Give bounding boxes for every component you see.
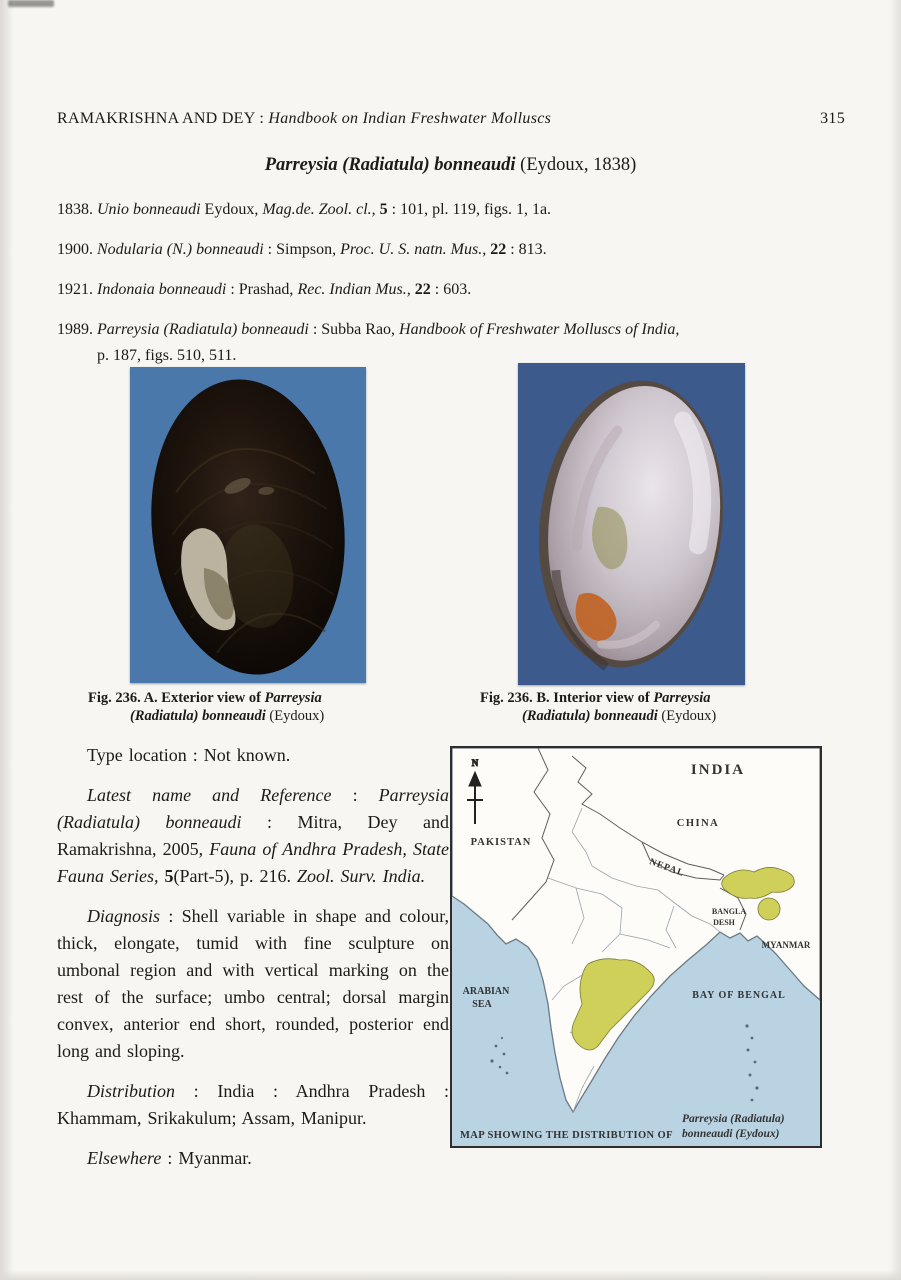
scan-edge-right <box>889 0 901 1280</box>
scan-edge-bottom <box>0 1270 901 1280</box>
map-label-arabian-sea-2: SEA <box>472 999 492 1010</box>
distribution-map <box>450 746 822 1148</box>
paragraph-latest-name: Latest name and Reference : Parreysia (Radiatula) bonneaudi : Mitra, Dey and Ramakrishna, 2005, Fauna of Andhra Pradesh, State Fauna Series, 5(Part-5), p. 216. Zool. Surv. India. <box>57 785 450 886</box>
map-caption: MAP SHOWING THE DISTRIBUTION OF <box>460 1130 673 1141</box>
species-authority: (Eydoux, 1838) <box>515 155 637 175</box>
figure-caption-b: Fig. 236. B. Interior view of Parreysia (Radiatula) bonneaudi (Eydoux) <box>480 690 717 724</box>
paragraph-elsewhere: Elsewhere : Myanmar. <box>87 1148 252 1168</box>
synonymy-entry: 1921. Indonaia bonneaudi : Prashad, Rec. Indian Mus., 22 : 603. <box>57 281 472 298</box>
body-text-column <box>57 742 449 1185</box>
map-label-bangladesh-1: BANGLA <box>711 907 747 916</box>
species-heading <box>0 155 901 176</box>
map-label-bay-of-bengal: BAY OF BENGAL <box>692 990 786 1001</box>
map-label-nepal: NEPAL <box>647 857 686 880</box>
shell-interior-image <box>518 363 745 685</box>
map-label-bangladesh-2: DESH <box>713 918 735 927</box>
scan-artifact <box>8 0 54 7</box>
map-label-pakistan: PAKISTAN <box>470 837 532 848</box>
india-map-image <box>452 748 820 1146</box>
paragraph-diagnosis: Diagnosis : Shell variable in shape and colour, thick, elongate, tumid with fine sculpture on umbonal region and with vertical marking on the rest of the surface; umbo central; dorsal margin convex, anterior end short, rounded, posterior end long and sloping. <box>57 906 449 1061</box>
running-head-authors: RAMAKRISHNA AND DEY <box>57 110 256 127</box>
species-name: Parreysia (Radiatula) bonneaudi <box>264 155 516 175</box>
synonymy-entry: 1838. Unio bonneaudi Eydoux, Mag.de. Zool. cl., 5 : 101, pl. 119, figs. 1, 1a. <box>57 201 552 218</box>
map-label-myanmar: MYANMAR <box>761 940 811 950</box>
shell-exterior-image <box>130 367 366 683</box>
scan-edge-left <box>0 0 14 1280</box>
photo-interior-view <box>518 363 745 685</box>
svg-text:N: N <box>471 758 479 768</box>
synonymy-list <box>57 197 865 383</box>
running-head-book-title: Handbook on Indian Freshwater Molluscs <box>268 110 552 127</box>
figure-caption-a: Fig. 236. A. Exterior view of Parreysia (Radiatula) bonneaudi (Eydoux) <box>88 690 325 724</box>
running-head: RAMAKRISHNA AND DEY : Handbook on Indian Freshwater Molluscs 315 <box>57 110 845 127</box>
map-caption-species-1: Parreysia (Radiatula) <box>682 1113 785 1125</box>
map-label-arabian-sea-1: ARABIAN <box>462 986 510 997</box>
paragraph-type-location: Type location : Not known. <box>87 745 291 765</box>
paragraph-distribution: Distribution : India : Andhra Pradesh : Khammam, Srikakulum; Assam, Manipur. <box>57 1081 449 1128</box>
photo-exterior-view <box>130 367 366 683</box>
page-number: 315 <box>820 110 845 127</box>
map-label-china: CHINA <box>676 818 720 829</box>
map-caption-species-2: bonneaudi (Eydoux) <box>682 1128 780 1140</box>
map-label-india: INDIA <box>690 762 746 778</box>
synonymy-entry: 1900. Nodularia (N.) bonneaudi : Simpson, Proc. U. S. natn. Mus., 22 : 813. <box>57 241 547 258</box>
synonymy-entry: 1989. Parreysia (Radiatula) bonneaudi : Subba Rao, Handbook of Freshwater Molluscs of India, p. 187, figs. 510, 511. <box>57 321 680 364</box>
